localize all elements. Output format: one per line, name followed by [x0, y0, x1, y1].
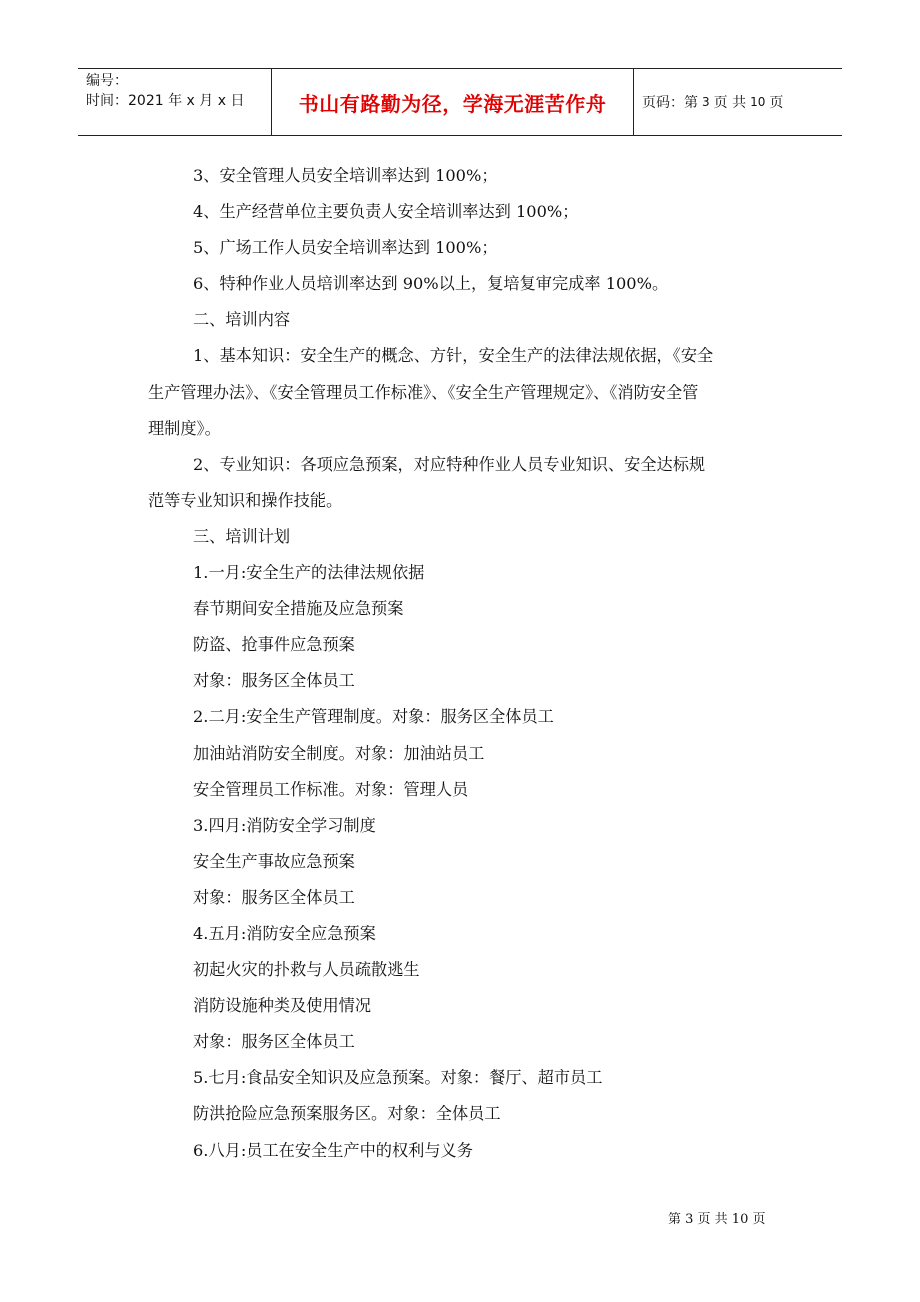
plan-line: 安全生产事故应急预案	[193, 851, 355, 871]
section-heading: 三、培训计划	[193, 526, 291, 546]
header-meta	[78, 69, 272, 135]
page-label: 页码：第	[642, 95, 698, 111]
document-time-label: 时间：2021 年 x 月 x 日	[86, 93, 245, 109]
body-line: 生产管理办法》、《安全管理员工作标准》、《安全生产管理规定》、《消防安全管	[148, 382, 699, 402]
page-total: 10	[750, 95, 766, 109]
plan-line: 2.二月:安全生产管理制度。对象：服务区全体员工	[193, 707, 554, 727]
plan-line: 加油站消防安全制度。对象：加油站员工	[193, 743, 485, 763]
plan-line: 5.七月:食品安全知识及应急预案。对象：餐厅、超市员工	[193, 1068, 603, 1088]
plan-line: 3.四月:消防安全学习制度	[193, 815, 376, 835]
body-line: 5、广场工作人员安全培训率达到 100%；	[193, 238, 498, 258]
section-heading: 二、培训内容	[193, 310, 291, 330]
plan-line: 对象：服务区全体员工	[193, 671, 355, 691]
body-line: 理制度》。	[148, 418, 221, 438]
body-line: 2、专业知识：各项应急预案，对应特种作业人员专业知识、安全达标规	[193, 454, 706, 474]
page-footer: 第 3 页 共 10 页	[668, 1212, 766, 1227]
header-page-info	[634, 69, 842, 135]
plan-line: 春节期间安全措施及应急预案	[193, 599, 404, 619]
plan-line: 对象：服务区全体员工	[193, 887, 355, 907]
document-number-label: 编号：	[86, 73, 128, 89]
body-line: 4、生产经营单位主要负责人安全培训率达到 100%；	[193, 202, 579, 222]
plan-line: 对象：服务区全体员工	[193, 1032, 355, 1052]
page-mid: 页 共	[713, 95, 747, 111]
body-line: 3、安全管理人员安全培训率达到 100%；	[193, 166, 498, 185]
plan-line: 安全管理员工作标准。对象：管理人员	[193, 779, 469, 799]
page-current: 3	[702, 95, 710, 109]
plan-line: 消防设施种类及使用情况	[193, 996, 372, 1016]
plan-line: 6.八月:员工在安全生产中的权利与义务	[193, 1140, 473, 1160]
body-line: 1、基本知识：安全生产的概念、方针，安全生产的法律法规依据，《安全	[193, 346, 714, 366]
page-header	[78, 68, 842, 136]
plan-line: 1.一月:安全生产的法律法规依据	[193, 563, 425, 583]
body-line: 范等专业知识和操作技能。	[148, 490, 343, 510]
plan-line: 防洪抢险应急预案服务区。对象：全体员工	[193, 1104, 501, 1124]
page-end: 页	[769, 95, 784, 111]
body-line: 6、特种作业人员培训率达到 90%以上，复培复审完成率 100%。	[193, 274, 669, 294]
plan-line: 初起火灾的扑救与人员疏散逃生	[193, 960, 420, 980]
plan-line: 4.五月:消防安全应急预案	[193, 923, 376, 943]
document-body	[148, 158, 788, 1169]
header-motto: 书山有路勤为径，学海无涯苦作舟	[272, 69, 634, 135]
plan-line: 防盗、抢事件应急预案	[193, 635, 355, 655]
